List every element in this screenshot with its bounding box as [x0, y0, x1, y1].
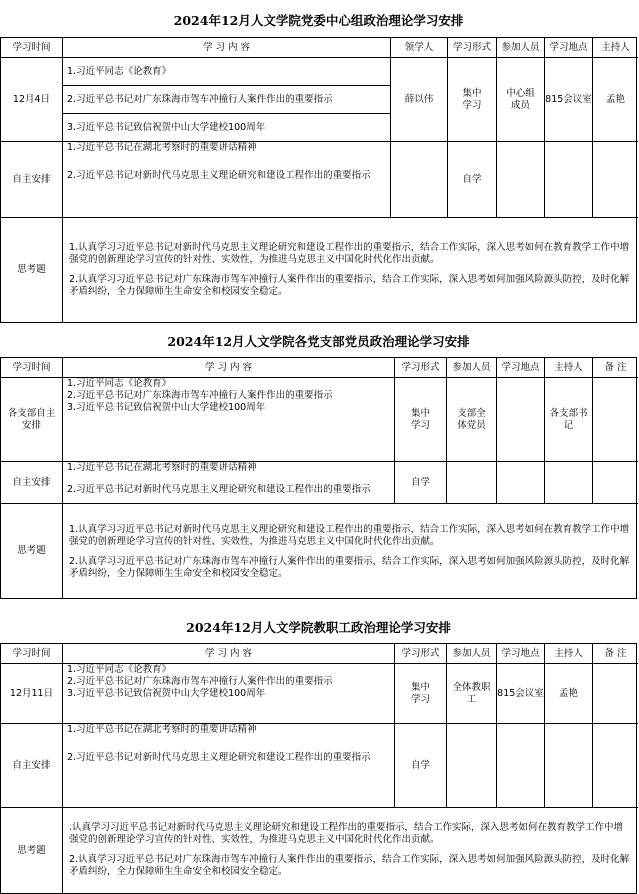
think-question-2: 2.认真学习习近平总书记对广东珠海市驾车冲撞行人案件作出的重要指示，结合工作实际，深入思考如何加强风险源头防控，及时化解矛盾纠纷，全力保障师生生命安全和校园安全稳定。 [69, 274, 630, 297]
row-time: 自主安排 [1, 462, 63, 504]
row-location: 815会议室 [545, 58, 593, 142]
header-time: 学习时间 [1, 644, 63, 664]
header-content: 学 习 内 容 [63, 358, 395, 378]
think-question-2: 2.认真学习习近平总书记对广东珠海市驾车冲撞行人案件作出的重要指示，结合工作实际，深入思考如何加强风险源头防控，及时化解矛盾纠纷，全力保障师生生命安全和校园安全稳定。 [69, 556, 630, 579]
header-host: 主持人 [593, 38, 638, 58]
header-content: 学 习 内 容 [63, 644, 395, 664]
header-time: 学习时间 [1, 38, 63, 58]
row-blank [593, 142, 638, 218]
header-host: 主持人 [545, 644, 593, 664]
header-leader: 领学人 [391, 38, 448, 58]
think-questions [63, 808, 638, 894]
think-label: 思考题 [1, 808, 63, 894]
row-form: 集中学习 [395, 664, 447, 724]
row-blank [497, 724, 545, 808]
row-host: 孟艳 [545, 664, 593, 724]
row-blank [497, 462, 545, 504]
row-blank [545, 142, 593, 218]
think-question-2: 2.认真学习习近平总书记对广东珠海市驾车冲撞行人案件作出的重要指示，结合工作实际，深入思考如何加强风险源头防控，及时化解矛盾纠纷，全力保障师生生命安全和校园安全稳定。 [69, 854, 630, 877]
row-form: 自学 [395, 462, 447, 504]
header-form: 学习形式 [395, 644, 447, 664]
content-item: 1.习近平同志《论教育》 [67, 378, 172, 389]
header-note: 备 注 [593, 644, 638, 664]
row-blank [497, 142, 545, 218]
section3-title: 2024年12月人文学院教职工政治理论学习安排 [186, 620, 451, 635]
content-item: 1.习近平同志《论教育》 [63, 58, 391, 86]
row-location: 815会议室 [497, 664, 545, 724]
section2-title: 2024年12月人文学院各党支部党员政治理论学习安排 [167, 334, 470, 349]
row-blank [545, 724, 593, 808]
row-blank [447, 462, 497, 504]
content-item: 2.习近平总书记对广东珠海市驾车冲撞行人案件作出的重要指示 [67, 390, 333, 401]
row-participants: 支部全体党员 [447, 378, 497, 462]
row-participants: 全体教职工 [447, 664, 497, 724]
section2-table [0, 357, 637, 599]
row-time: 自主安排 [1, 724, 63, 808]
row-leader: 薛以伟 [391, 58, 448, 142]
content-item: 1.习近平总书记在湖北考察时的重要讲话精神 [67, 724, 257, 735]
think-question-1: 1.认真学习习近平总书记对新时代马克思主义理论研究和建设工程作出的重要指示，结合工作实际，深入思考如何在教育教学工作中增强党的创新理论学习宣传的针对性、实效性，为推进马克思主义中国化时代化作出贡献。 [69, 524, 630, 547]
header-content: 学 习 内 容 [63, 38, 391, 58]
row-note [593, 378, 638, 462]
header-host: 主持人 [545, 358, 593, 378]
content-item: 2.习近平总书记对新时代马克思主义理论研究和建设工程作出的重要指示 [67, 484, 371, 495]
content-item: 2.习近平总书记对广东珠海市驾车冲撞行人案件作出的重要指示 [67, 676, 333, 687]
row-form: 集中学习 [448, 58, 497, 142]
header-participants: 参加人员 [497, 38, 545, 58]
row-form: 集中学习 [395, 378, 447, 462]
content-list [63, 378, 395, 462]
row-time: 12月4日 [1, 58, 63, 142]
row-form: 自学 [448, 142, 497, 218]
content-list [63, 462, 395, 504]
row-host: 各支部书记 [545, 378, 593, 462]
content-item: 2.习近平总书记对广东珠海市驾车冲撞行人案件作出的重要指示 [63, 86, 391, 114]
header-form: 学习形式 [395, 358, 447, 378]
content-item: 3.习近平总书记致信祝贺中山大学建校100周年 [67, 688, 266, 699]
row-location [497, 378, 545, 462]
row-blank [593, 462, 638, 504]
row-blank [545, 462, 593, 504]
row-host: 孟艳 [593, 58, 638, 142]
row-time: 各支部自主安排 [1, 378, 63, 462]
section3-table [0, 643, 637, 894]
content-item: 2.习近平总书记对新时代马克思主义理论研究和建设工程作出的重要指示 [67, 170, 371, 181]
row-time: 自主安排 [1, 142, 63, 218]
think-question-1: 1.认真学习习近平总书记对新时代马克思主义理论研究和建设工程作出的重要指示，结合工作实际，深入思考如何在教育教学工作中增强党的创新理论学习宣传的针对性、实效性，为推进马克思主义中国化时代化作出贡献。 [69, 242, 630, 265]
content-item: 2.习近平总书记对新时代马克思主义理论研究和建设工程作出的重要指示 [67, 752, 371, 763]
header-participants: 参加人员 [447, 358, 497, 378]
header-form: 学习形式 [448, 38, 497, 58]
header-time: 学习时间 [1, 358, 63, 378]
row-form: 自学 [395, 724, 447, 808]
content-item: 1.习近平同志《论教育》 [67, 664, 172, 675]
row-participants: 中心组成员 [497, 58, 545, 142]
row-blank [447, 724, 497, 808]
section1-table [0, 37, 637, 323]
header-location: 学习地点 [497, 644, 545, 664]
content-item: 3.习近平总书记致信祝贺中山大学建校100周年 [63, 114, 391, 142]
content-list [63, 664, 395, 724]
header-participants: 参加人员 [447, 644, 497, 664]
row-blank [593, 724, 638, 808]
section1-title: 2024年12月人文学院党委中心组政治理论学习安排 [173, 13, 464, 28]
row-blank [391, 142, 448, 218]
row-note [593, 664, 638, 724]
think-label: 思考题 [1, 504, 63, 598]
content-item: 1.习近平总书记在湖北考察时的重要讲话精神 [67, 462, 257, 473]
content-item: 3.习近平总书记致信祝贺中山大学建校100周年 [67, 402, 266, 413]
content-item: 1.习近平总书记在湖北考察时的重要讲话精神 [67, 142, 257, 153]
think-questions [63, 504, 638, 598]
think-questions [63, 218, 638, 322]
header-location: 学习地点 [497, 358, 545, 378]
header-note: 备 注 [593, 358, 638, 378]
header-location: 学习地点 [545, 38, 593, 58]
content-list [63, 724, 395, 808]
row-time: 12月11日 [1, 664, 63, 724]
think-label: 思考题 [1, 218, 63, 322]
content-list [63, 142, 391, 218]
think-question-1: .认真学习习近平总书记对新时代马克思主义理论研究和建设工程作出的重要指示，结合工作实际，深入思考如何在教育教学工作中增强党的创新理论学习宣传的针对性、实效性，为推进马克思主义中国化时代化作出贡献。 [69, 822, 624, 845]
